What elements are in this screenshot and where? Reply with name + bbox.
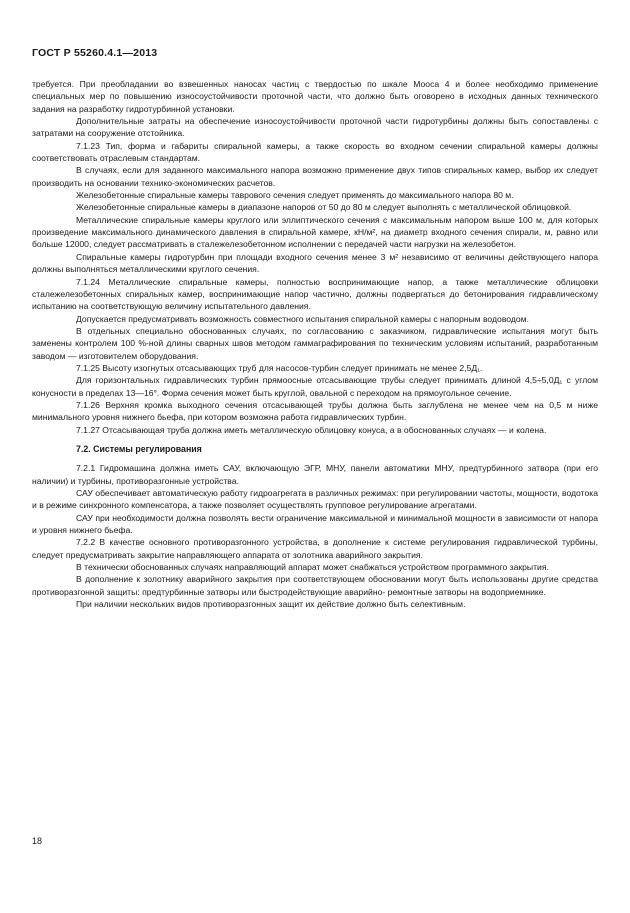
paragraph: Спиральные камеры гидротурбин при площади входного сечения менее 3 м² независимо от величины действующего напора должны выполняться металлическими круглого сечения. bbox=[32, 251, 598, 275]
paragraph: 7.1.27 Отсасывающая труба должна иметь металлическую облицовку конуса, а в обоснованных случаях — и колена. bbox=[76, 424, 547, 435]
paragraph: 7.2.2 В качестве основного противоразгонного устройства, в дополнение к системе регулирования гидравлической турбины, следует предусматривать закрытие направляющего аппарата от золотника аварийного закрытия. bbox=[32, 537, 598, 560]
paragraph: 7.2.1 Гидромашина должна иметь САУ, включающую ЭГР, МНУ, панели автоматики МНУ, предтурбинного затвора (при его наличии) и турбины, противоразгонные устройства. bbox=[32, 463, 598, 486]
paragraph: 7.1.24 Металлические спиральные камеры, полностью воспринимающие напор, а также металлические облицовки сталежелезобетонных спиральных камер, воспринимающие напор частично, должны подвергаться до бетонирования гидравлическому испытанию на соответствующую величину испытательного давления. bbox=[32, 276, 598, 312]
paragraph: В отдельных специально обоснованных случаях, по согласованию с заказчиком, гидравлические испытания могут быть заменены контролем 100 %-ной длины сварных швов методом гаммаграфирования по техническим условиям испытаний, разработанным заводом — изготовителем оборудования. bbox=[32, 325, 598, 361]
document-body bbox=[32, 78, 598, 610]
page-number: 18 bbox=[32, 836, 43, 846]
paragraph: САУ при необходимости должна позволять вести ограничение максимальной и минимальной мощности в зависимости от напора и уровня нижнего бьефа. bbox=[32, 512, 598, 536]
section-title: 7.2. Системы регулирования bbox=[76, 443, 202, 454]
paragraph: Железобетонные спиральные камеры таврового сечения следует применять до максимального напора 80 м. bbox=[76, 190, 514, 201]
paragraph: 7.1.25 Высоту изогнутых отсасывающих труб для насосов-турбин следует принимать не менее 2,5Д₁. bbox=[76, 362, 483, 373]
paragraph: требуется. При преобладании во взвешенных наносах частиц с твердостью по шкале Мооса 4 и более необходимо применение специальных мер по повышению износоустойчивости проточной части, что должно быть оговорено в исходных данных технического задания на разработку гидротурбинной установки. bbox=[32, 79, 598, 114]
paragraph-group-1 bbox=[32, 78, 598, 436]
paragraph: Допускается предусматривать возможность совместного испытания спиральной камеры с напорным водоводом. bbox=[76, 313, 529, 324]
paragraph: При наличии нескольких видов противоразгонных защит их действие должно быть селективным. bbox=[76, 599, 466, 610]
document-header: ГОСТ Р 55260.4.1—2013 bbox=[32, 47, 158, 59]
paragraph: 7.1.23 Тип, форма и габариты спиральной камеры, а также скорость во входном сечении спиральной камеры должны соответствовать отраслевым стандартам. bbox=[32, 140, 598, 164]
paragraph: Металлические спиральные камеры круглого или эллиптического сечения с максимальным напором выше 100 м, для которых произведение максимального динамического давления в спиральной камере, кН/м², на диаметр входного сечения спирали, м, равно или больше 12000, следует рассматривать в сталежелезобетонном исполнении с передачей части нагрузки на железобетон. bbox=[32, 214, 598, 250]
paragraph: Дополнительные затраты на обеспечение износоустойчивости проточной части гидротурбины должны быть сопоставлены с затратами на сооружение отстойника. bbox=[32, 116, 598, 139]
paragraph: 7.1.26 Верхняя кромка выходного сечения отсасывающей трубы должна быть заглублена не менее чем на 0,5 м ниже минимального уровня нижнего бьефа, при котором возможна работа гидравлических турбин. bbox=[32, 399, 598, 423]
paragraph: В технически обоснованных случаях направляющий аппарат может снабжаться устройством программного закрытия. bbox=[76, 562, 549, 573]
paragraph: Железобетонные спиральные камеры в диапазоне напоров от 50 до 80 м следует выполнять с металлической облицовкой. bbox=[76, 202, 572, 213]
paragraph: САУ обеспечивает автоматическую работу гидроагрегата в различных режимах: при регулировании частоты, мощности, водотока и в режиме синхронного компенсатора, а также позволяет осуществлять групповое регулирование агрегатами. bbox=[32, 488, 598, 511]
paragraph: Для горизонтальных гидравлических турбин прямоосные отсасывающие трубы следует принимать длиной 4,5÷5,0Д₁ с углом конусности в пределах 13—16°. Форма сечения может быть круглой, овальной с переходом на прямоугольное сечение. bbox=[32, 375, 598, 398]
paragraph: В дополнение к золотнику аварийного закрытия при соответствующем обосновании могут быть использованы другие средства противоразгонной защиты: предтурбинные затворы или быстродействующие аварийно- ремонтные затворы на водоприемнике. bbox=[32, 574, 598, 597]
paragraph-group-2 bbox=[32, 462, 598, 610]
paragraph: В случаях, если для заданного максимального напора возможно применение двух типов спиральных камер, выбор их следует производить на основании технико-экономических расчетов. bbox=[32, 165, 598, 188]
